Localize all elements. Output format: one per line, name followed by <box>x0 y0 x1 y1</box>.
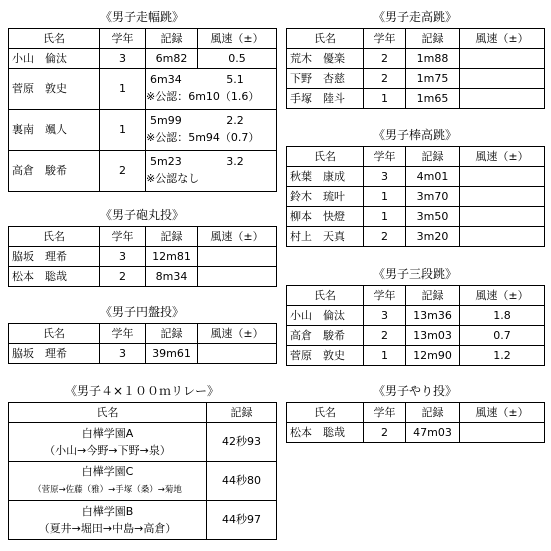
header-grade: 学年 <box>100 227 146 247</box>
official-note: ※公認：6m10（1.6） <box>146 90 260 103</box>
athlete-grade: 1 <box>364 89 406 109</box>
official-note: ※公認なし <box>146 172 200 185</box>
triple-jump-title: 《男子三段跳》 <box>372 267 457 281</box>
athlete-wind <box>460 167 545 187</box>
athlete-record: 3m50 <box>406 207 460 227</box>
header-name: 氏名 <box>9 403 207 423</box>
official-note: ※公認：5m94（0.7） <box>146 131 260 144</box>
athlete-wind: 3.2 <box>226 155 244 168</box>
relay-title: 《男子４×１００ｍリレー》 <box>64 384 220 398</box>
athlete-wind <box>198 344 277 364</box>
header-name: 氏名 <box>287 29 364 49</box>
shot-put-section <box>8 206 276 287</box>
athlete-wind <box>198 267 277 287</box>
table-row <box>9 69 277 110</box>
header-wind: 風速（±） <box>460 403 545 423</box>
athlete-record: 47m03 <box>406 423 460 443</box>
athlete-wind <box>198 247 277 267</box>
header-name: 氏名 <box>287 403 364 423</box>
table-row <box>287 89 545 109</box>
athlete-record: 3m20 <box>406 227 460 247</box>
table-row <box>9 267 277 287</box>
table-row <box>9 151 277 192</box>
athlete-grade: 2 <box>364 423 406 443</box>
table-row <box>287 207 545 227</box>
athlete-grade: 1 <box>364 187 406 207</box>
athlete-record: 8m34 <box>146 267 198 287</box>
table-row <box>9 344 277 364</box>
athlete-name: 荒木 優楽 <box>287 49 364 69</box>
table-row <box>287 423 545 443</box>
long-jump-title: 《男子走幅跳》 <box>99 10 184 24</box>
athlete-grade: 3 <box>100 344 146 364</box>
header-grade: 学年 <box>364 29 406 49</box>
table-row <box>9 49 277 69</box>
athlete-record: 1m75 <box>406 69 460 89</box>
athlete-wind <box>460 187 545 207</box>
javelin-section <box>286 382 544 443</box>
athlete-record: 1m88 <box>406 49 460 69</box>
table-header-row <box>287 147 545 167</box>
table-header-row <box>9 324 277 344</box>
header-grade: 学年 <box>364 286 406 306</box>
header-wind: 風速（±） <box>198 324 277 344</box>
athlete-record: 3m70 <box>406 187 460 207</box>
athlete-record: 39m61 <box>146 344 198 364</box>
header-record: 記録 <box>146 29 198 49</box>
header-record: 記録 <box>406 29 460 49</box>
header-name: 氏名 <box>287 286 364 306</box>
athlete-wind <box>460 89 545 109</box>
athlete-grade: 2 <box>364 326 406 346</box>
javelin-title: 《男子やり投》 <box>372 384 457 398</box>
athlete-record: 5m23 <box>150 155 182 168</box>
relay-section <box>8 382 276 540</box>
relay-team-name: 白樺学園A <box>81 427 134 440</box>
header-grade: 学年 <box>100 29 146 49</box>
athlete-wind: 1.2 <box>460 346 545 366</box>
athlete-grade: 3 <box>100 49 146 69</box>
athlete-wind <box>460 207 545 227</box>
header-name: 氏名 <box>287 147 364 167</box>
athlete-wind <box>460 423 545 443</box>
long-jump-table <box>8 28 277 192</box>
high-jump-section <box>286 8 544 109</box>
athlete-wind: 0.5 <box>198 49 277 69</box>
athlete-grade: 2 <box>100 267 146 287</box>
triple-jump-section <box>286 265 544 366</box>
shot-put-title: 《男子砲丸投》 <box>99 208 184 222</box>
athlete-grade: 1 <box>100 110 146 151</box>
record-wind-cell <box>146 151 277 192</box>
header-name: 氏名 <box>9 324 100 344</box>
high-jump-title: 《男子走高跳》 <box>372 10 457 24</box>
athlete-wind: 1.8 <box>460 306 545 326</box>
athlete-record: 6m82 <box>146 49 198 69</box>
athlete-name: 高倉 駿希 <box>287 326 364 346</box>
table-row <box>287 49 545 69</box>
header-record: 記録 <box>146 227 198 247</box>
header-grade: 学年 <box>364 403 406 423</box>
athlete-name: 高倉 駿希 <box>9 151 100 192</box>
relay-record: 44秒97 <box>207 501 277 540</box>
athlete-name: 脇坂 理希 <box>9 344 100 364</box>
athlete-grade: 2 <box>364 227 406 247</box>
record-wind-cell <box>146 69 277 110</box>
shot-put-table <box>8 226 277 287</box>
athlete-grade: 1 <box>100 69 146 110</box>
header-grade: 学年 <box>100 324 146 344</box>
athlete-name: 村上 天真 <box>287 227 364 247</box>
athlete-name: 小山 倫汰 <box>287 306 364 326</box>
high-jump-table <box>286 28 545 109</box>
table-row <box>287 346 545 366</box>
header-record: 記録 <box>406 286 460 306</box>
table-row <box>9 110 277 151</box>
athlete-name: 菅原 敦史 <box>287 346 364 366</box>
table-row <box>9 247 277 267</box>
athlete-wind <box>460 227 545 247</box>
table-row <box>287 227 545 247</box>
header-wind: 風速（±） <box>460 286 545 306</box>
athlete-grade: 3 <box>364 306 406 326</box>
athlete-grade: 2 <box>364 69 406 89</box>
athlete-name: 脇坂 理希 <box>9 247 100 267</box>
athlete-record: 1m65 <box>406 89 460 109</box>
athlete-record: 13m03 <box>406 326 460 346</box>
long-jump-section <box>8 8 276 192</box>
table-row <box>287 167 545 187</box>
athlete-name: 菅原 敦史 <box>9 69 100 110</box>
relay-table <box>8 402 277 540</box>
athlete-name: 柳本 快燈 <box>287 207 364 227</box>
header-record: 記録 <box>146 324 198 344</box>
athlete-name: 鈴木 琉叶 <box>287 187 364 207</box>
header-record: 記録 <box>406 403 460 423</box>
pole-vault-title: 《男子棒高跳》 <box>372 128 457 142</box>
table-row <box>287 306 545 326</box>
table-header-row <box>9 227 277 247</box>
table-row <box>287 187 545 207</box>
header-grade: 学年 <box>364 147 406 167</box>
relay-members: （菅原→佐藤（雅）→手塚（桑）→菊地 <box>33 485 182 495</box>
discus-table <box>8 323 277 364</box>
header-name: 氏名 <box>9 29 100 49</box>
athlete-name: 松本 聡哉 <box>9 267 100 287</box>
triple-jump-table <box>286 285 545 366</box>
record-wind-cell <box>146 110 277 151</box>
athlete-record: 4m01 <box>406 167 460 187</box>
athlete-wind: 5.1 <box>226 73 244 86</box>
athlete-name: 松本 聡哉 <box>287 423 364 443</box>
relay-team-cell <box>9 501 207 540</box>
javelin-table <box>286 402 545 443</box>
athlete-record: 5m99 <box>150 114 182 127</box>
athlete-wind <box>460 49 545 69</box>
table-row <box>9 462 277 501</box>
athlete-name: 秋葉 康成 <box>287 167 364 187</box>
table-header-row <box>287 286 545 306</box>
discus-title: 《男子円盤投》 <box>99 305 184 319</box>
pole-vault-table <box>286 146 545 247</box>
relay-team-cell <box>9 423 207 462</box>
athlete-record: 6m34 <box>150 73 182 86</box>
table-header-row <box>9 29 277 49</box>
table-row <box>287 326 545 346</box>
header-name: 氏名 <box>9 227 100 247</box>
table-row <box>9 423 277 462</box>
athlete-record: 13m36 <box>406 306 460 326</box>
header-record: 記録 <box>406 147 460 167</box>
athlete-name: 裏南 颯人 <box>9 110 100 151</box>
athlete-record: 12m90 <box>406 346 460 366</box>
athlete-grade: 1 <box>364 207 406 227</box>
relay-team-name: 白樺学園B <box>81 505 134 518</box>
header-wind: 風速（±） <box>460 147 545 167</box>
pole-vault-section <box>286 126 544 247</box>
relay-members: （夏井→堀田→中島→高倉） <box>38 522 177 535</box>
table-header-row <box>287 403 545 423</box>
athlete-grade: 3 <box>100 247 146 267</box>
relay-record: 44秒80 <box>207 462 277 501</box>
athlete-name: 下野 杏慈 <box>287 69 364 89</box>
relay-members: （小山→今野→下野→泉） <box>44 444 171 457</box>
table-header-row <box>287 29 545 49</box>
athlete-name: 小山 倫汰 <box>9 49 100 69</box>
table-header-row <box>9 403 277 423</box>
relay-record: 42秒93 <box>207 423 277 462</box>
header-wind: 風速（±） <box>460 29 545 49</box>
athlete-grade: 2 <box>100 151 146 192</box>
header-wind: 風速（±） <box>198 29 277 49</box>
athlete-wind: 0.7 <box>460 326 545 346</box>
discus-section <box>8 303 276 364</box>
athlete-grade: 2 <box>364 49 406 69</box>
athlete-name: 手塚 陸斗 <box>287 89 364 109</box>
athlete-record: 12m81 <box>146 247 198 267</box>
athlete-grade: 3 <box>364 167 406 187</box>
relay-team-cell <box>9 462 207 501</box>
athlete-grade: 1 <box>364 346 406 366</box>
header-wind: 風速（±） <box>198 227 277 247</box>
relay-team-name: 白樺学園C <box>81 465 134 478</box>
table-row <box>9 501 277 540</box>
athlete-wind: 2.2 <box>226 114 244 127</box>
table-row <box>287 69 545 89</box>
header-record: 記録 <box>207 403 277 423</box>
athlete-wind <box>460 69 545 89</box>
